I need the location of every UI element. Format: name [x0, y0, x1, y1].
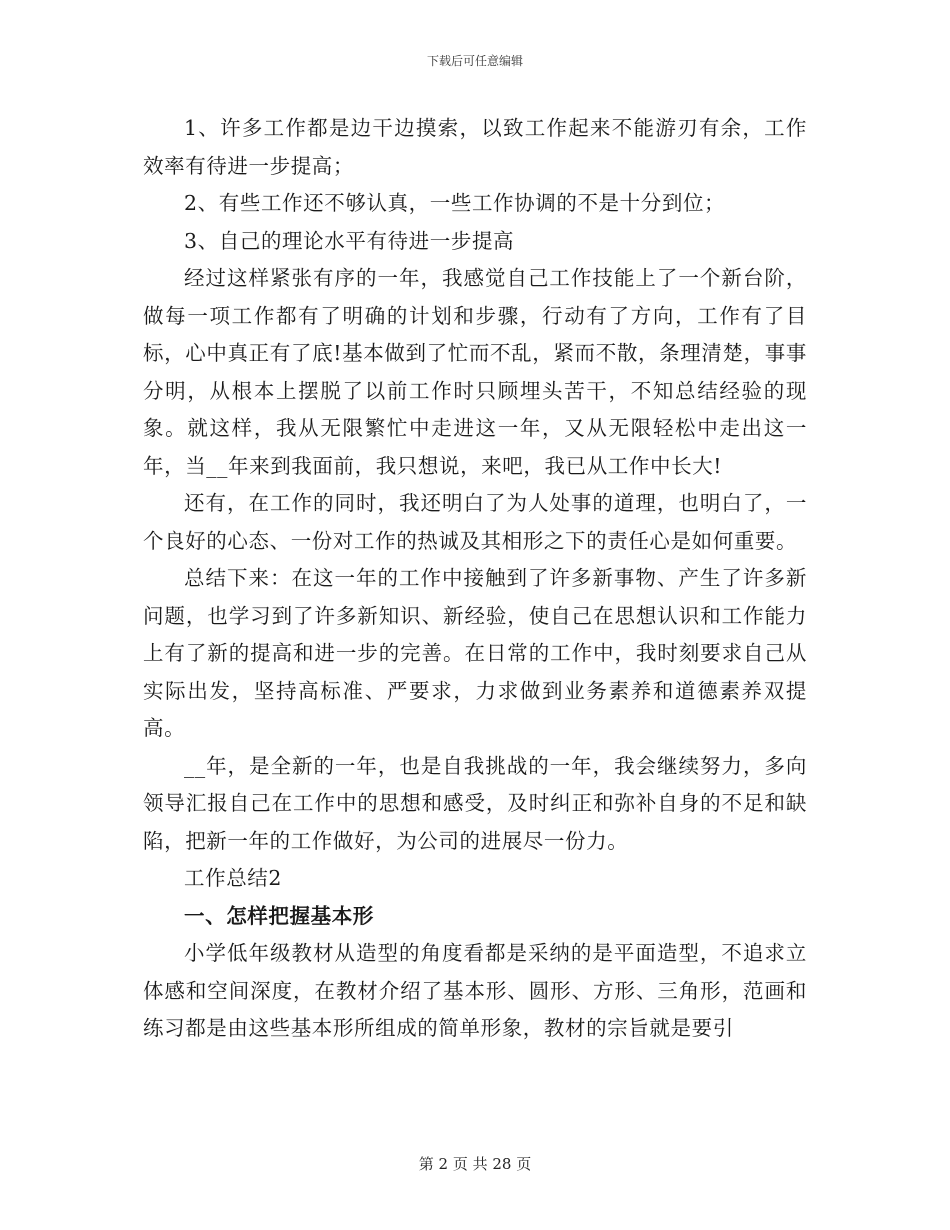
page-number: 第 2 页 共 28 页	[418, 1155, 532, 1173]
paragraph-summary: 总结下来：在这一年的工作中接触到了许多新事物、产生了许多新问题，也学习到了许多新知识、新经验，使自己在思想认识和工作能力上有了新的提高和进一步的完善。在日常的工作中，我时刻要求自己从实际出发，坚持高标准、严要求，力求做到业务素养和道德素养双提高。	[143, 566, 807, 740]
list-item-3: 3、自己的理论水平有待进一步提高	[184, 228, 515, 253]
paragraph-attitude: 还有，在工作的同时，我还明白了为人处事的道理，也明白了，一个良好的心态、一份对工作的热诚及其相形之下的责任心是如何重要。	[143, 491, 807, 553]
paragraph-basic-shapes: 小学低年级教材从造型的角度看都是采纳的是平面造型，不追求立体感和空间深度，在教材介绍了基本形、圆形、方形、三角形，范画和练习都是由这些基本形所组成的简单形象，教材的宗旨就是要引	[143, 941, 807, 1040]
subsection-heading: 一、怎样把握基本形	[184, 903, 374, 928]
list-item-2: 2、有些工作还不够认真，一些工作协调的不是十分到位；	[184, 191, 726, 215]
page-header: 下载后可任意编辑	[426, 54, 523, 68]
section-title: 工作总结2	[184, 866, 283, 890]
list-item-1: 1、许多工作都是边干边摸索，以致工作起来不能游刃有余，工作效率有待进一步提高；	[143, 116, 807, 178]
paragraph-new-year: __年，是全新的一年，也是自我挑战的一年，我会继续努力，多向领导汇报自己在工作中的思想和感受，及时纠正和弥补自身的不足和缺陷，把新一年的工作做好，为公司的进展尽一份力。	[143, 753, 807, 853]
paragraph-reflection: 经过这样紧张有序的一年，我感觉自己工作技能上了一个新台阶，做每一项工作都有了明确的计划和步骤，行动有了方向，工作有了目标，心中真正有了底!基本做到了忙而不乱，紧而不散，条理清楚，事事分明，从根本上摆脱了以前工作时只顾埋头苦干，不知总结经验的现象。就这样，我从无限繁忙中走进这一年，又从无限轻松中走出这一年，当__年来到我面前，我只想说，来吧，我已从工作中长大!	[143, 266, 807, 478]
document-body	[143, 110, 807, 1048]
